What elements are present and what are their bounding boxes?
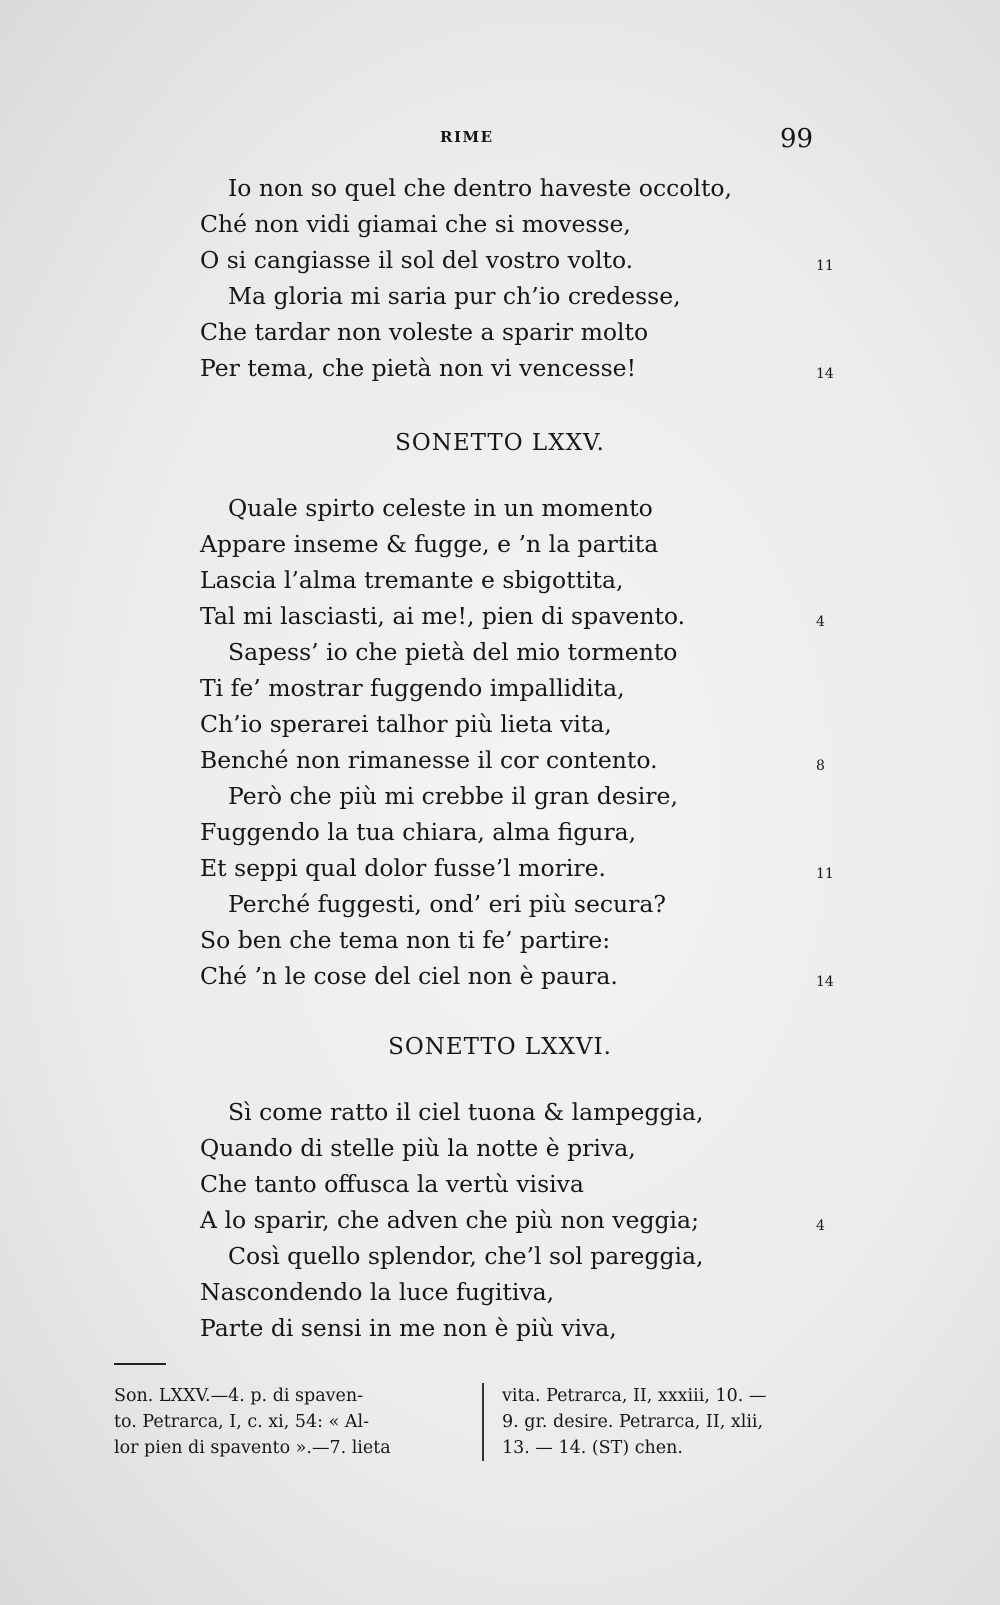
- sonnet-heading: SONETTO LXXV.: [395, 430, 605, 456]
- footnote-line: lor pien di spavento ».—7. lieta: [114, 1438, 391, 1458]
- verse-line: Et seppi qual dolor fusse’l morire.: [200, 854, 606, 882]
- verse-line: Ché non vidi giamai che si movesse,: [200, 210, 631, 238]
- footnote-line: 13. — 14. (ST) chen.: [502, 1438, 683, 1458]
- verse-line: Lascia l’alma tremante e sbigottita,: [200, 566, 624, 594]
- verse-line: O si cangiasse il sol del vostro volto.: [200, 246, 634, 274]
- line-number: 14: [816, 974, 834, 990]
- verse-line: Sapess’ io che pietà del mio tormento: [228, 638, 678, 666]
- verse-line: Così quello splendor, che’l sol pareggia,: [228, 1242, 704, 1270]
- verse-line: Appare inseme & fugge, e ’n la partita: [200, 530, 659, 558]
- line-number: 8: [816, 758, 825, 774]
- verse-line: Quale spirto celeste in un momento: [228, 494, 653, 522]
- verse-line: Nascondendo la luce fugitiva,: [200, 1278, 555, 1306]
- verse-line: Però che più mi crebbe il gran desire,: [228, 782, 678, 810]
- footnote-line: to. Petrarca, I, c. xi, 54: « Al-: [114, 1412, 369, 1432]
- verse-line: Sì come ratto il ciel tuona & lampeggia,: [228, 1098, 704, 1126]
- line-number: 11: [816, 866, 834, 882]
- verse-line: Quando di stelle più la notte è priva,: [200, 1134, 636, 1162]
- verse-line: Parte di sensi in me non è più viva,: [200, 1314, 617, 1342]
- verse-line: Io non so quel che dentro haveste occolto,: [228, 174, 732, 202]
- footnote-line: 9. gr. desire. Petrarca, II, xlii,: [502, 1412, 764, 1432]
- verse-line: Ché ’n le cose del ciel non è paura.: [200, 962, 618, 990]
- verse-line: Ch’io sperarei talhor più lieta vita,: [200, 710, 612, 738]
- page-number: 99: [780, 124, 814, 154]
- footnote-line: vita. Petrarca, II, xxxiii, 10. —: [502, 1386, 767, 1406]
- verse-line: Benché non rimanesse il cor contento.: [200, 746, 658, 774]
- footnote-rule: [114, 1363, 166, 1365]
- column-divider: [482, 1383, 484, 1461]
- verse-line: Tal mi lasciasti, ai me!, pien di spavento.: [200, 602, 686, 630]
- verse-line: Che tanto offusca la vertù visiva: [200, 1170, 584, 1198]
- verse-line: Fuggendo la tua chiara, alma figura,: [200, 818, 637, 846]
- sonnet-heading: SONETTO LXXVI.: [388, 1034, 612, 1060]
- verse-line: Ma gloria mi saria pur ch’io credesse,: [228, 282, 681, 310]
- running-header: RIME: [440, 128, 494, 146]
- line-number: 4: [816, 614, 825, 630]
- line-number: 4: [816, 1218, 825, 1234]
- verse-line: Per tema, che pietà non vi vencesse!: [200, 354, 637, 382]
- line-number: 14: [816, 366, 834, 382]
- verse-line: Perché fuggesti, ond’ eri più secura?: [228, 890, 667, 918]
- verse-line: A lo sparir, che adven che più non veggia;: [200, 1206, 699, 1234]
- verse-line: So ben che tema non ti fe’ partire:: [200, 926, 611, 954]
- verse-line: Che tardar non voleste a sparir molto: [200, 318, 649, 346]
- line-number: 11: [816, 258, 834, 274]
- verse-line: Ti fe’ mostrar fuggendo impallidita,: [200, 674, 625, 702]
- footnote-line: Son. LXXV.—4. p. di spaven-: [114, 1386, 364, 1406]
